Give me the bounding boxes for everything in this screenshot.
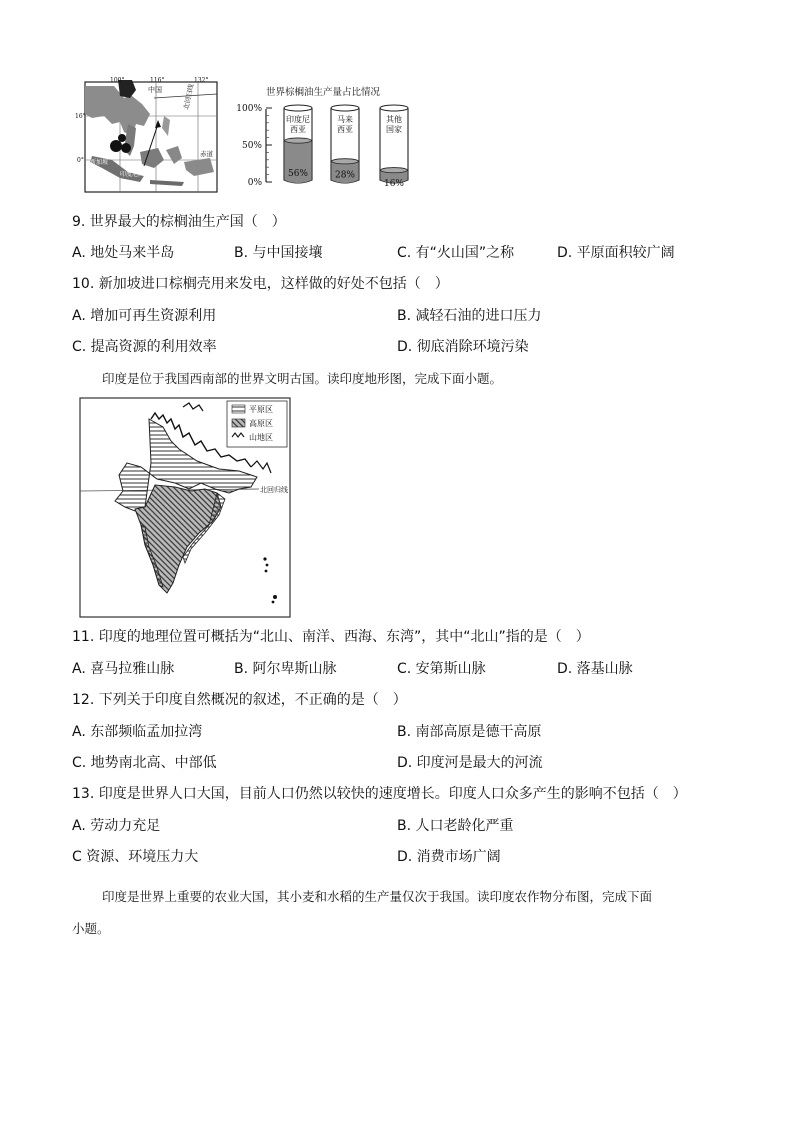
map-label-tropic-india: 北回归线 bbox=[260, 486, 288, 494]
q11-option-d[interactable]: D. 落基山脉 bbox=[557, 661, 633, 677]
q10-option-b[interactable]: B. 减轻石油的进口压力 bbox=[397, 308, 542, 324]
q9-option-c[interactable]: C. 有“火山国”之称 bbox=[397, 245, 515, 261]
q9-option-a[interactable]: A. 地处马来半岛 bbox=[72, 245, 175, 261]
q13-option-c[interactable]: C 资源、环境压力大 bbox=[72, 849, 199, 865]
category-label: 国家 bbox=[386, 125, 402, 134]
lat-label-16: 16° bbox=[75, 113, 86, 120]
legend-plateau: 高原区 bbox=[249, 419, 273, 428]
q13-option-a[interactable]: A. 劳动力充足 bbox=[72, 818, 161, 834]
map-label-equator: 赤道 bbox=[200, 150, 213, 158]
lon-label-132: 132° bbox=[194, 77, 209, 84]
q11-option-a[interactable]: A. 喜马拉雅山脉 bbox=[72, 661, 175, 677]
category-label: 马来 bbox=[337, 115, 353, 124]
tube-rim bbox=[331, 105, 359, 111]
q9-option-d[interactable]: D. 平原面积较广阔 bbox=[557, 245, 675, 261]
y-tick-label: 0% bbox=[247, 178, 262, 188]
q10-option-d[interactable]: D. 彻底消除环境污染 bbox=[397, 339, 529, 355]
bar-top bbox=[285, 138, 312, 143]
tube-rim bbox=[284, 105, 312, 111]
q13-option-b[interactable]: B. 人口老龄化严重 bbox=[397, 818, 514, 834]
map-label-tropic: 北回归线 bbox=[182, 83, 196, 111]
tube-rim bbox=[380, 105, 408, 111]
bar-value-label: 16% bbox=[383, 179, 405, 190]
q11-option-b[interactable]: B. 阿尔卑斯山脉 bbox=[234, 661, 337, 677]
chart-title: 世界棕榈油生产量占比情况 bbox=[266, 87, 381, 98]
lat-label-0: 0° bbox=[77, 157, 84, 164]
q11-option-c[interactable]: C. 安第斯山脉 bbox=[397, 661, 486, 677]
map-label-china: 中国 bbox=[148, 86, 162, 94]
legend-mountain: 山地区 bbox=[249, 433, 273, 442]
map-label-indonesia: 印度尼西亚 bbox=[120, 171, 151, 178]
q10-option-a[interactable]: A. 增加可再生资源利用 bbox=[72, 308, 217, 324]
q9-stem: 9. 世界最大的棕榈油生产国（ ） bbox=[72, 214, 286, 230]
q12-stem: 12. 下列关于印度自然概况的叙述，不正确的是（ ） bbox=[72, 692, 407, 708]
legend-plain: 平原区 bbox=[249, 405, 273, 414]
q12-option-b[interactable]: B. 南部高原是德干高原 bbox=[397, 724, 542, 740]
y-tick-label: 50% bbox=[241, 141, 262, 151]
q9-option-b[interactable]: B. 与中国接壤 bbox=[234, 245, 323, 261]
q10-option-c[interactable]: C. 提高资源的利用效率 bbox=[72, 339, 217, 355]
lon-label-116: 116° bbox=[150, 77, 165, 84]
q13-stem: 13. 印度是世界人口大国，目前人口仍然以较快的速度增长。印度人口众多产生的影响不包括（ ） bbox=[72, 786, 687, 802]
category-label: 西亚 bbox=[290, 125, 306, 134]
india-terrain-map bbox=[79, 397, 291, 618]
bar-top bbox=[332, 159, 359, 164]
y-tick-label: 100% bbox=[236, 104, 262, 114]
q12-option-d[interactable]: D. 印度河是最大的河流 bbox=[397, 755, 543, 771]
q11-stem: 11. 印度的地理位置可概括为“北山、南洋、西海、东湾”，其中“北山”指的是（ ） bbox=[72, 629, 590, 645]
category-label: 西亚 bbox=[337, 125, 353, 134]
map-label-singapore: 新加坡 bbox=[90, 159, 109, 166]
intro-india-terrain: 印度是位于我国西南部的世界文明古国。读印度地形图，完成下面小题。 bbox=[102, 371, 503, 386]
bar-value-label: 28% bbox=[334, 170, 356, 181]
q13-option-d[interactable]: D. 消费市场广阔 bbox=[397, 849, 501, 865]
q10-stem: 10. 新加坡进口棕榈壳用来发电，这样做的好处不包括（ ） bbox=[72, 276, 449, 292]
southeast-asia-map bbox=[75, 76, 220, 194]
category-label: 印度尼 bbox=[286, 115, 310, 124]
palm-oil-chart bbox=[228, 78, 418, 190]
intro-india-agriculture-line2: 小题。 bbox=[72, 921, 110, 936]
intro-india-agriculture-line1: 印度是世界上重要的农业大国，其小麦和水稻的生产量仅次于我国。读印度农作物分布图，完成下面 bbox=[102, 889, 653, 904]
bar-group bbox=[331, 105, 359, 183]
category-label: 其他 bbox=[386, 115, 402, 124]
bar-group bbox=[380, 105, 408, 189]
bar-group bbox=[284, 105, 312, 183]
bar-top bbox=[381, 168, 408, 173]
q12-option-c[interactable]: C. 地势南北高、中部低 bbox=[72, 755, 217, 771]
q12-option-a[interactable]: A. 东部频临孟加拉湾 bbox=[72, 724, 203, 740]
lon-label-100: 100° bbox=[110, 77, 125, 84]
bar-value-label: 56% bbox=[287, 169, 309, 179]
